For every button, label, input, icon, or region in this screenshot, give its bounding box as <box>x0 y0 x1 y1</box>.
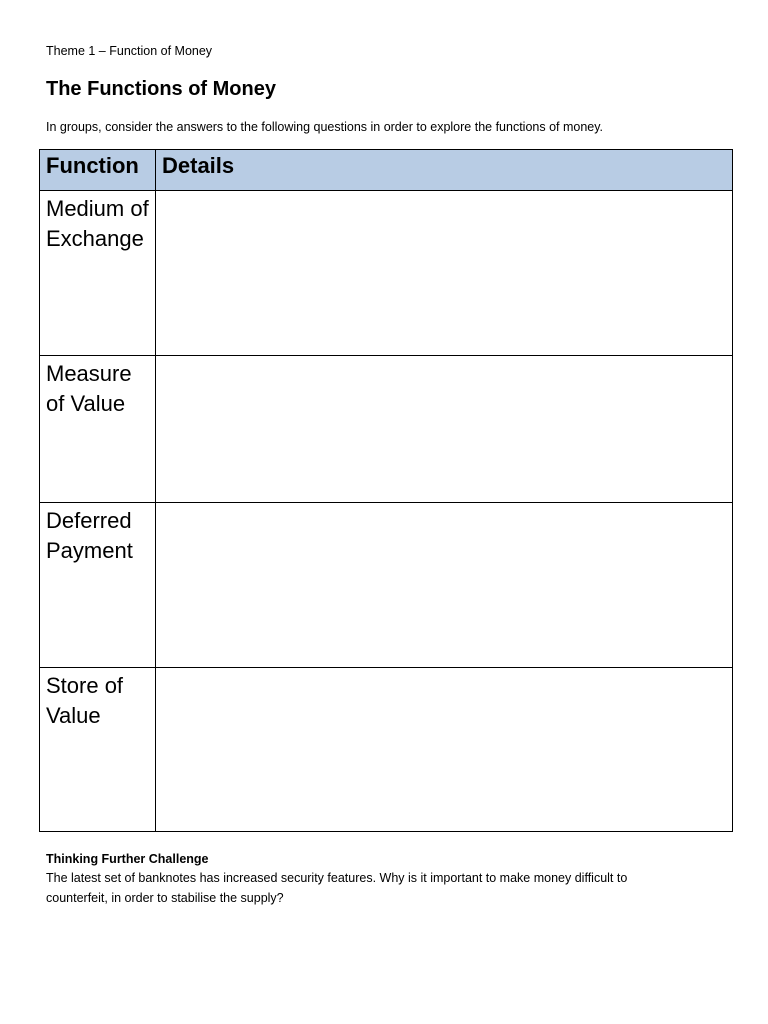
details-cell[interactable] <box>156 191 733 356</box>
functions-table <box>39 149 733 832</box>
table-row <box>40 668 733 832</box>
table-row <box>40 191 733 356</box>
table-header-row <box>40 150 733 191</box>
details-cell[interactable] <box>156 503 733 668</box>
function-cell: Measure of Value <box>40 356 156 503</box>
intro-text: In groups, consider the answers to the following questions in order to explore the functions of money. <box>46 120 604 134</box>
challenge-heading: Thinking Further Challenge <box>46 852 209 866</box>
table-row <box>40 356 733 503</box>
function-cell: Store of Value <box>40 668 156 832</box>
details-cell[interactable] <box>156 668 733 832</box>
function-cell: Medium of Exchange <box>40 191 156 356</box>
details-cell[interactable] <box>156 356 733 503</box>
document-header: Theme 1 – Function of Money <box>46 44 213 58</box>
challenge-text: The latest set of banknotes has increased security features. Why is it important to make money difficult to counterfeit, in order to stabilise the supply? <box>46 871 628 905</box>
function-cell: Deferred Payment <box>40 503 156 668</box>
column-header-details: Details <box>156 150 733 191</box>
table-row <box>40 503 733 668</box>
page-title: The Functions of Money <box>46 78 276 100</box>
column-header-function: Function <box>40 150 156 191</box>
